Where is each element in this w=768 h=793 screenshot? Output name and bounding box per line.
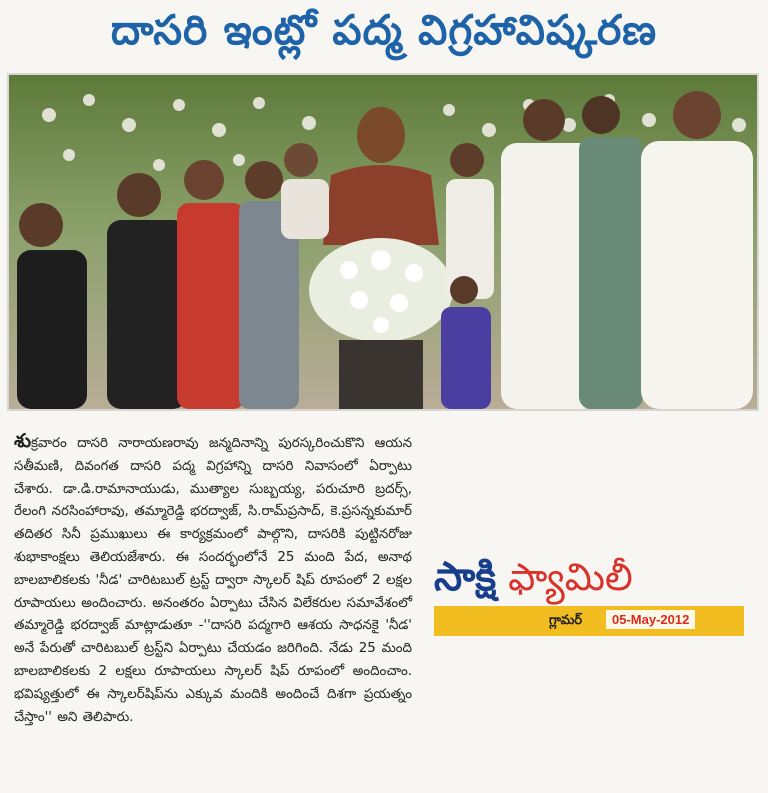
photo-illustration [9, 75, 757, 409]
article-text: క్రవారం దాసరి నారాయణరావు జన్మదినాన్ని పురస్కరించుకొని ఆయన సతీమణి, దివంగత దాసరి పద్మ విగ్రహాన్ని దాసరి నివాసంలో ఏర్పాటు చేశారు. డా.డి.రామానాయుడు, ముత్యాల సుబ్బయ్య, పరుచూరి బ్రదర్స్, రేలంగి నరసింహారావు, తమ్మారెడ్డి భరద్వాజ్, సి.రామ్‌ప్రసాద్, కె.ప్రసన్నకుమార్ తదితర సినీ ప్రముఖులు ఈ కార్యక్రమంలో పాల్గొని, దాసరికి పుట్టినరోజు శుభాకాంక్షలు తెలియజేశారు. ఈ సందర్భంలోనే 25 మంది పేద, అనాథ బాలబాలికలకు 'నీడ' చారిటబుల్ ట్రస్ట్ ద్వారా స్కాలర్ షిప్ రూపంలో 2 లక్షల రూపాయలు అందించారు. అనంతరం ఏర్పాటు చేసిన విలేకరుల సమావేశంలో తమ్మారెడ్డి భరద్వాజ్ మాట్లాడుతూ -''దాసరి పద్మగారి ఆశయ సాధనకై 'నీడ' అనే పేరుతో చారిటబుల్ ట్రస్ట్‌ని ఏర్పాటు చేయడం జరిగింది. నేడు 25 మంది బాలబాలికలకు 2 లక్షలు రూపాయలు స్కాలర్ షిప్ రూపంలో అందించాం. భవిష్యత్తులో ఈ స్కాలర్‌షిప్‌ను ఎక్కువ మందికి అందించే దిశగా ప్రయత్నం చేస్తాం'' అని తెలిపారు. [14, 436, 412, 725]
logo-family: ఫ్యామిలీ [508, 555, 633, 599]
masthead-band [434, 606, 744, 636]
newspaper-masthead [434, 548, 744, 638]
article-body [14, 430, 412, 790]
headline: దాసరి ఇంట్లో పద్మ విగ్రహావిష్కరణ [110, 6, 658, 54]
logo-sakshi: సాక్షి [434, 554, 497, 600]
article-dropcap: శు [14, 430, 32, 452]
section-label: గ్లామర్ [549, 613, 583, 628]
publication-date: 05-May-2012 [606, 610, 695, 629]
news-photo [7, 73, 759, 411]
masthead-logo [434, 548, 744, 602]
